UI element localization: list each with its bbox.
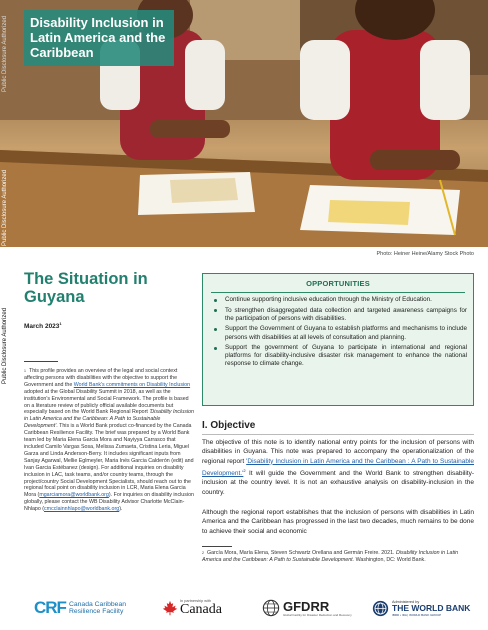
administered-label: Administered by <box>392 599 420 604</box>
globe-icon <box>262 599 280 617</box>
world-bank-subtitle: IBRD • IDA | WORLD BANK GROUP <box>392 612 442 617</box>
regional-report-link[interactable]: 'Disability Inclusion in Latin America and the Caribbean : A Path to Sustainable Development.' <box>202 457 474 478</box>
cover-photo <box>0 0 488 247</box>
canada-word: Canada <box>180 602 222 617</box>
footnote-text: adopted at the Global Disability Summit in 2018, as well as the institution's Environmental and Social Framework. The profile is based on a literature review of publicly official available documents but especially based on the World Bank Regional Report <box>24 388 189 416</box>
opportunity-item: Support the Government of Guyana to establish platforms and mechanisms to include persons with disabilities at all levels of consultation and planning. <box>211 325 467 341</box>
crf-logo <box>34 596 126 620</box>
publication-date <box>24 321 62 330</box>
footnote-report-title: Disability Inclusion in Latin America and the Caribbean: A Path to Sustainable Development. <box>202 550 459 563</box>
page-title: The Situation in Guyana <box>24 270 148 306</box>
opportunities-box <box>202 273 474 406</box>
objective-paragraph-1 <box>202 438 474 497</box>
footnote-number: 1 <box>24 369 26 373</box>
disability-commitments-link[interactable]: World Bank's commitments on Disability Inclusion <box>73 381 191 388</box>
footnote-ref-2[interactable]: 2 <box>243 467 246 473</box>
gfdrr-word: GFDRR <box>283 598 330 614</box>
gfdrr-wordmark <box>283 600 352 617</box>
footnote-number: 2 <box>202 551 204 555</box>
gfdrr-logo <box>262 596 352 620</box>
partnership-label: In partnership with <box>180 599 212 603</box>
canada-wordmark <box>180 599 222 617</box>
world-bank-logo <box>372 596 470 620</box>
disclosure-stamp: Public Disclosure Authorized <box>2 307 8 384</box>
paragraph-text: It will guide the Government and the World Bank to strengthen disability-inclusion at the country level. It is not an exhaustive analysis on disability-inclusion in the country. <box>202 470 474 496</box>
footnote-divider <box>24 361 58 362</box>
opportunity-item: Support the government of Guyana to participate in international and regional platforms for disability-inclusive disaster risk management to enhance the national response to climate change. <box>211 344 467 368</box>
regional-report-title: 'Disability Inclusion in Latin America and the Caribbean: A Path to Sustainable Development' <box>24 409 194 430</box>
gfdrr-subtitle: Global Facility for Disaster Reduction and Recovery <box>283 612 352 617</box>
series-title-band: Disability Inclusion in Latin America and the Caribbean <box>24 10 174 66</box>
footnote-text: Washington, DC: World Bank. <box>354 556 426 563</box>
opportunities-title: OPPORTUNITIES <box>306 279 370 288</box>
world-bank-globe-icon <box>372 600 389 617</box>
footnote-text: ). For inquiries on disability inclusion globally, please contact the WB Disability Advisor Charlotte McClain-Nhlapo ( <box>24 492 194 513</box>
crf-name-line: Canada Caribbean <box>68 600 127 608</box>
paragraph-text: The objective of this note is to identify national entry points for the inclusion of persons with disabilities in Guyana. This note was prepared to accompany the operationalization of the regional report <box>202 439 474 465</box>
footnote-text: García Mora, María Elena, Steven Schwartz Orellana and Germán Freire. 2021. <box>206 550 396 556</box>
world-bank-word: THE WORLD BANK <box>392 602 471 613</box>
section-heading-objective: I. Objective <box>202 420 256 431</box>
disclosure-stamp: Public Disclosure Authorized <box>2 169 8 246</box>
footnote-1 <box>24 368 194 513</box>
world-bank-wordmark <box>392 600 470 617</box>
section-divider <box>202 434 474 435</box>
maple-leaf-icon <box>162 600 178 616</box>
crf-name-line: Resilience Facility <box>68 608 124 615</box>
opportunities-divider <box>211 292 465 293</box>
opportunities-list <box>211 296 467 371</box>
footnote-text: This profile provides an overview of the legal and social context affecting persons with disabilities with the objective to support the Government and the <box>24 368 178 388</box>
footnote-text: . This is a World Bank product co-financed by the Canada Caribbean Resilience Facility. The brief was prepared by a World Bank team led by Maria Elena Garcia Mora and Nayiyya Carrasco that included Camilo Vargas Sosa, Melissa Zumaeta, Cristina Leria, Miguel Garza and Linda Anderson-Berry. It includes significant inputs from Sanjay Agarwal, Mellie Eglmeyler, Maria Inés Garcia Calderón (edit) and Ivan Garcia Estébanez (design). For additional inquiries on disability inclusion in LAC, task teams, and/or country teams, through the project/country Social Development Specialists, should reach out to the regional focal point on disability inclusion in LCR, Maria Elena Garcia Mora ( <box>24 423 194 499</box>
email-link-garcia-mora[interactable]: mgarciamora@worldbank.org <box>39 492 109 499</box>
photo-credit: Photo: Heiner Heine/Alamy Stock Photo <box>376 251 474 257</box>
footnote-text: ). <box>119 506 123 513</box>
date-footnote-ref[interactable]: 1 <box>59 321 62 326</box>
crf-mark: CRF <box>34 598 66 617</box>
opportunity-item: To strengthen disaggregated data collection and targeted awareness campaigns for the participation of persons with disabilities. <box>211 307 467 323</box>
email-link-mcclain[interactable]: cmcclainnhlapo@worldbank.org <box>44 506 120 513</box>
disclosure-stamp: Public Disclosure Authorized <box>2 15 8 92</box>
crf-name <box>69 601 126 616</box>
footnote-divider <box>202 546 232 547</box>
canada-logo <box>162 596 222 620</box>
objective-paragraph-2: Although the regional report establishes that the inclusion of persons with disabilities in Latin America and the Caribbean has progressed in the last two decades, much remains to be done to achieve their social and economic <box>202 509 474 535</box>
date-text: March 2023 <box>24 323 60 331</box>
footnote-2 <box>202 550 474 564</box>
opportunity-item: Continue supporting inclusive education through the Ministry of Education. <box>211 296 467 304</box>
